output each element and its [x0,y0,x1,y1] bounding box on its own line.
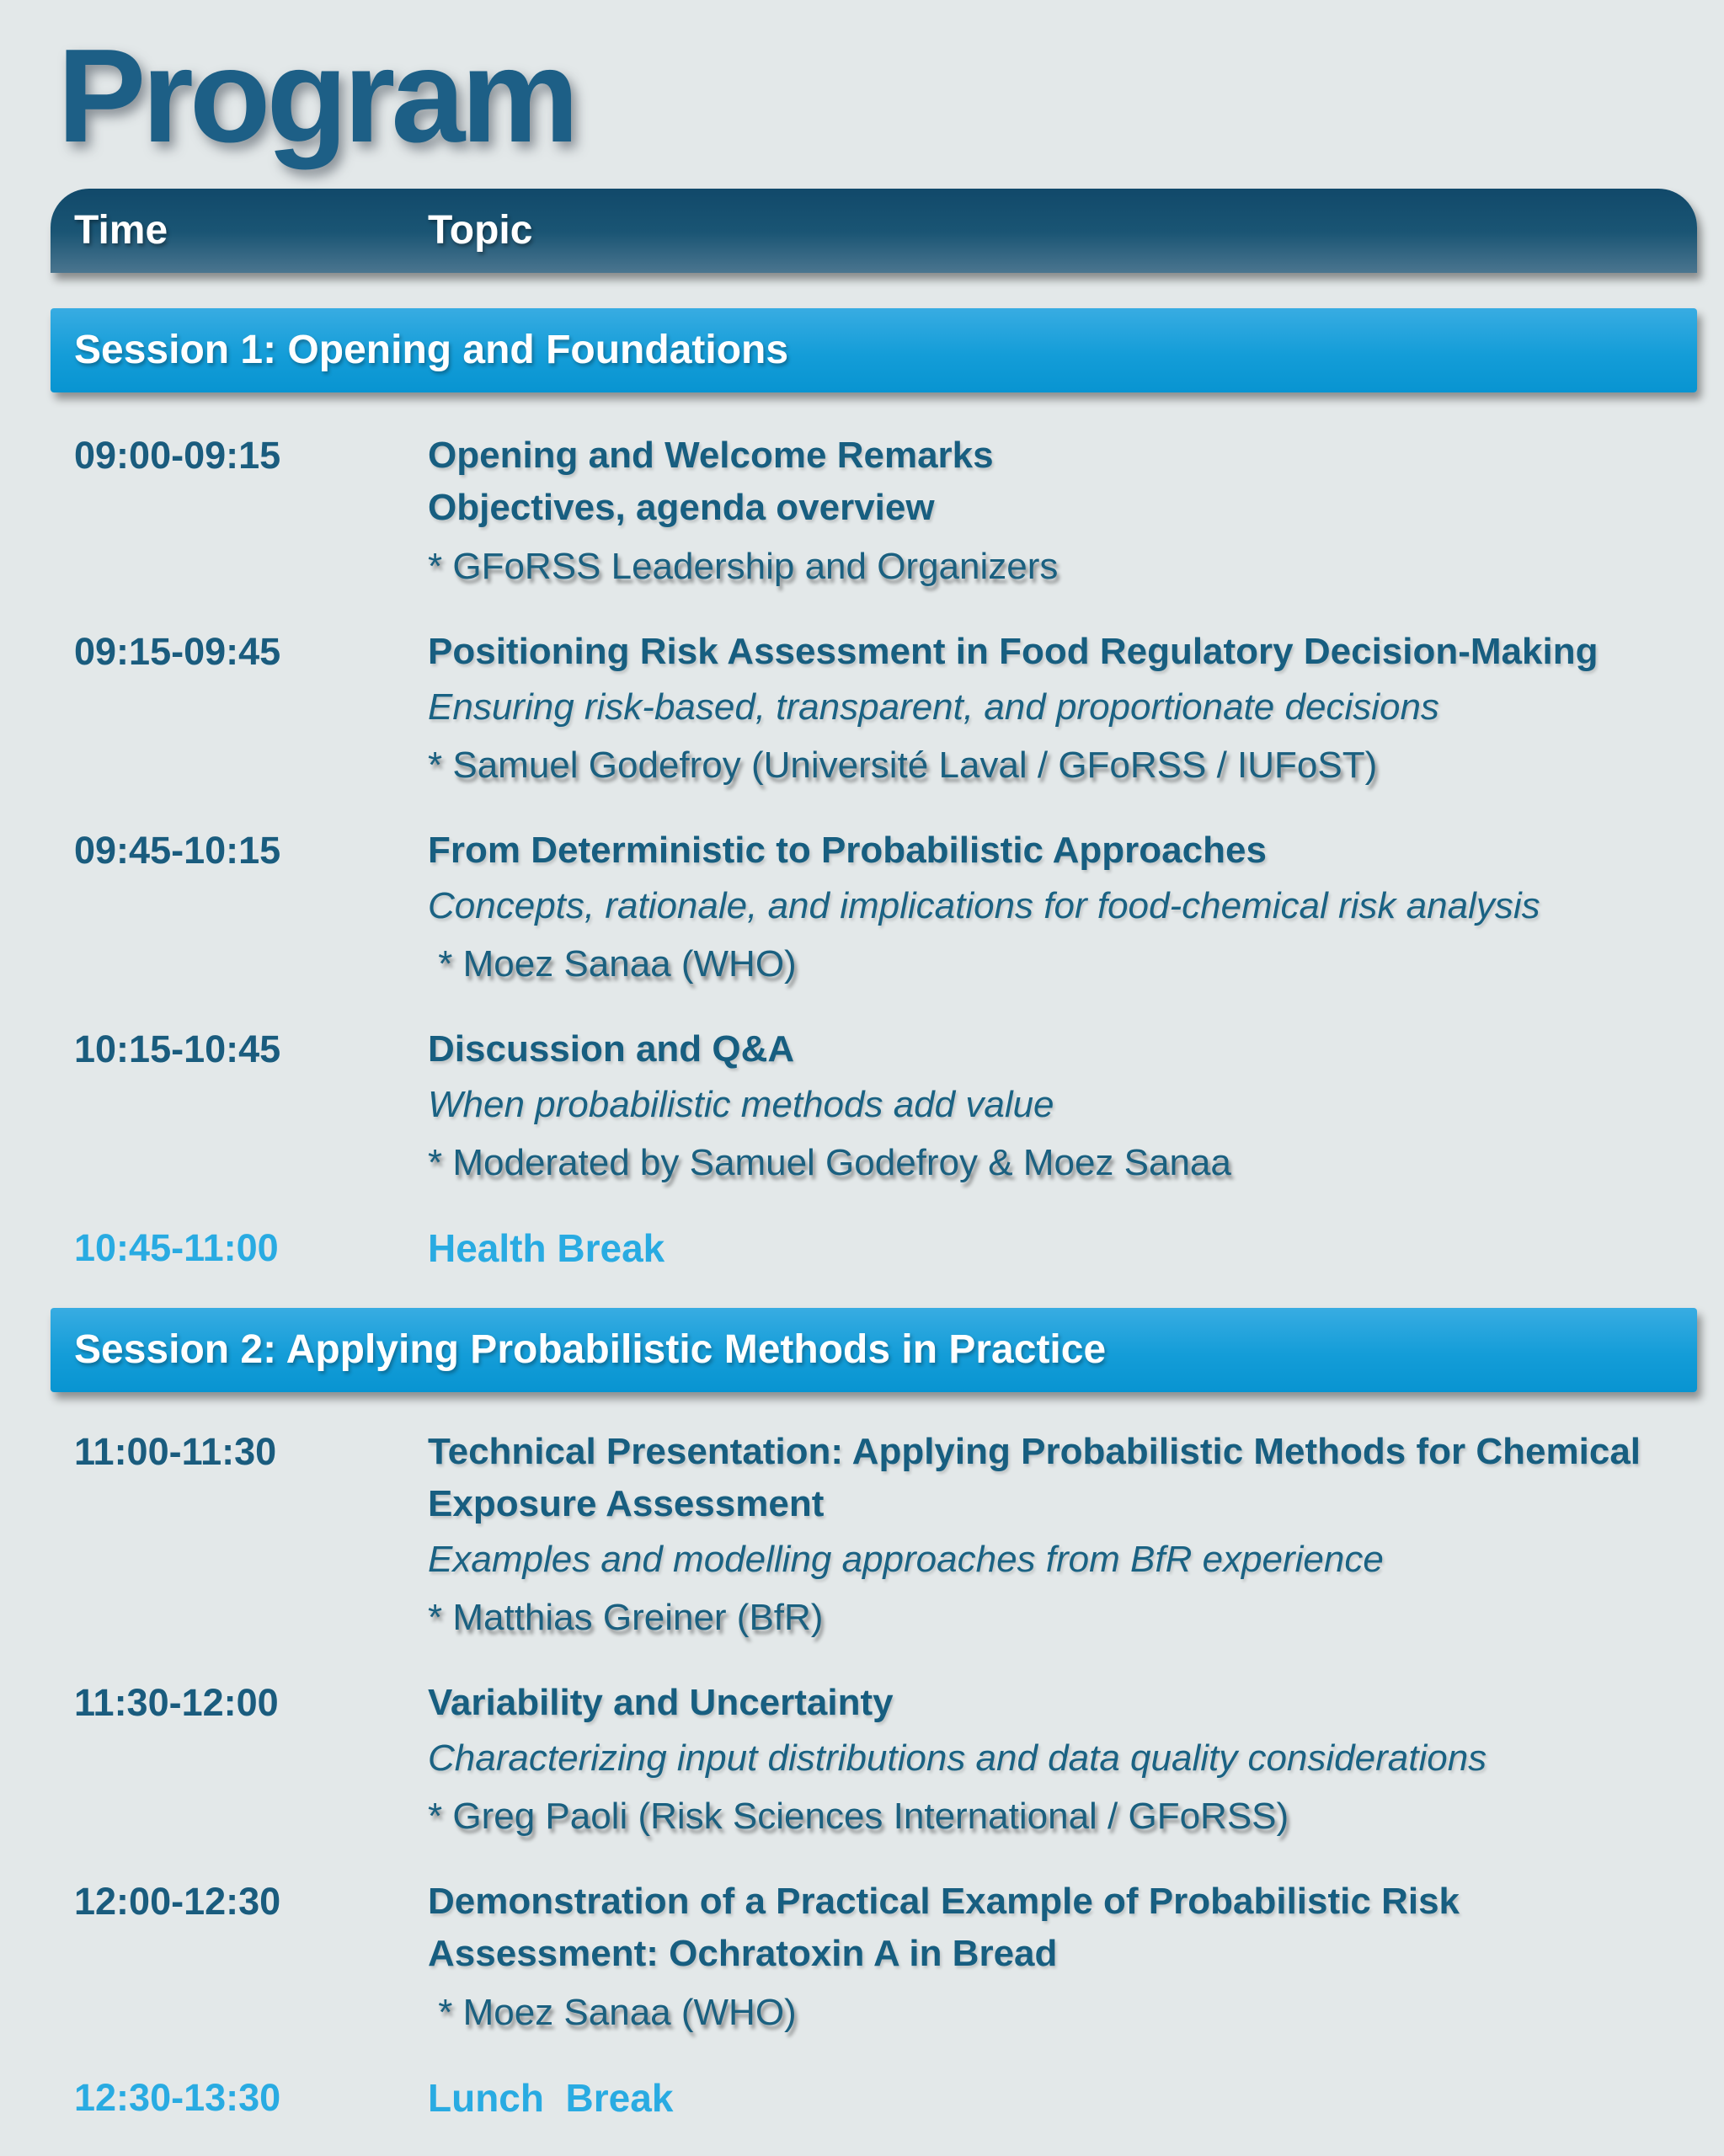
session-2-rows [0,1426,1724,2124]
topic-title-line2: Objectives, agenda overview [428,486,935,528]
row-topic [428,825,1697,990]
row-topic [428,1426,1697,1643]
topic-subtitle: Ensuring risk-based, transparent, and proportionate decisions [428,686,1439,728]
row-time: 09:45-10:15 [74,828,281,872]
topic-speaker: * Matthias Greiner (BfR) [428,1596,824,1638]
schedule-row [51,1677,1697,1842]
schedule-row-break [51,2072,1697,2124]
topic-title: Opening and Welcome Remarks [428,434,994,476]
row-topic [428,626,1697,791]
topic-speaker: * Moez Sanaa (WHO) [428,942,797,985]
row-topic [428,1222,1697,1274]
topic-column-header: Topic [428,208,533,253]
topic-title: Variability and Uncertainty [428,1681,894,1723]
topic-speaker: * Moderated by Samuel Godefroy & Moez Sanaa [428,1141,1231,1183]
topic-subtitle: Concepts, rationale, and implications for food-chemical risk analysis [428,884,1540,926]
schedule-row [51,1023,1697,1188]
row-time: 09:00-09:15 [74,433,281,477]
session-1-rows [0,430,1724,1274]
row-time: 11:00-11:30 [74,1429,277,1473]
row-time: 11:30-12:00 [74,1680,279,1724]
schedule-row [51,1426,1697,1643]
row-time: 12:30-13:30 [74,2075,281,2119]
topic-speaker: * Samuel Godefroy (Université Laval / GFoRSS / IUFoST) [428,744,1378,786]
schedule-row-break [51,1222,1697,1274]
topic-subtitle: Examples and modelling approaches from BfR experience [428,1538,1384,1580]
session-2-header: Session 2: Applying Probabilistic Methods in Practice [51,1308,1697,1392]
topic-speaker: * Moez Sanaa (WHO) [428,1991,797,2033]
row-topic [428,430,1697,592]
row-topic [428,2072,1697,2124]
session-1-header: Session 1: Opening and Foundations [51,308,1697,392]
row-time: 12:00-12:30 [74,1879,281,1923]
break-label: Lunch Break [428,2075,674,2120]
schedule-row [51,626,1697,791]
time-column-header: Time [74,208,168,253]
topic-subtitle: Characterizing input distributions and data quality considerations [428,1737,1487,1779]
row-time: 10:45-11:00 [74,1225,279,1269]
schedule-row [51,825,1697,990]
topic-title: Technical Presentation: Applying Probabilistic Methods for Chemical Exposure Assessment [428,1430,1641,1524]
topic-speaker: * Greg Paoli (Risk Sciences International / GFoRSS) [428,1795,1289,1837]
row-topic [428,1876,1697,2038]
topic-title: Positioning Risk Assessment in Food Regulatory Decision-Making [428,630,1599,672]
row-time: 10:15-10:45 [74,1027,281,1070]
row-topic [428,1023,1697,1188]
row-topic [428,1677,1697,1842]
schedule-row [51,1876,1697,2038]
topic-title: Demonstration of a Practical Example of Probabilistic Risk Assessment: Ochratoxin A in Bread [428,1880,1460,1974]
topic-title: Discussion and Q&A [428,1027,795,1070]
topic-title: From Deterministic to Probabilistic Approaches [428,829,1267,871]
page-title: Program [57,22,575,170]
topic-speaker: * GFoRSS Leadership and Organizers [428,545,1059,587]
break-label: Health Break [428,1225,665,1270]
table-header-bar [51,189,1697,273]
topic-subtitle: When probabilistic methods add value [428,1083,1054,1125]
row-time: 09:15-09:45 [74,629,281,673]
schedule-row [51,430,1697,592]
